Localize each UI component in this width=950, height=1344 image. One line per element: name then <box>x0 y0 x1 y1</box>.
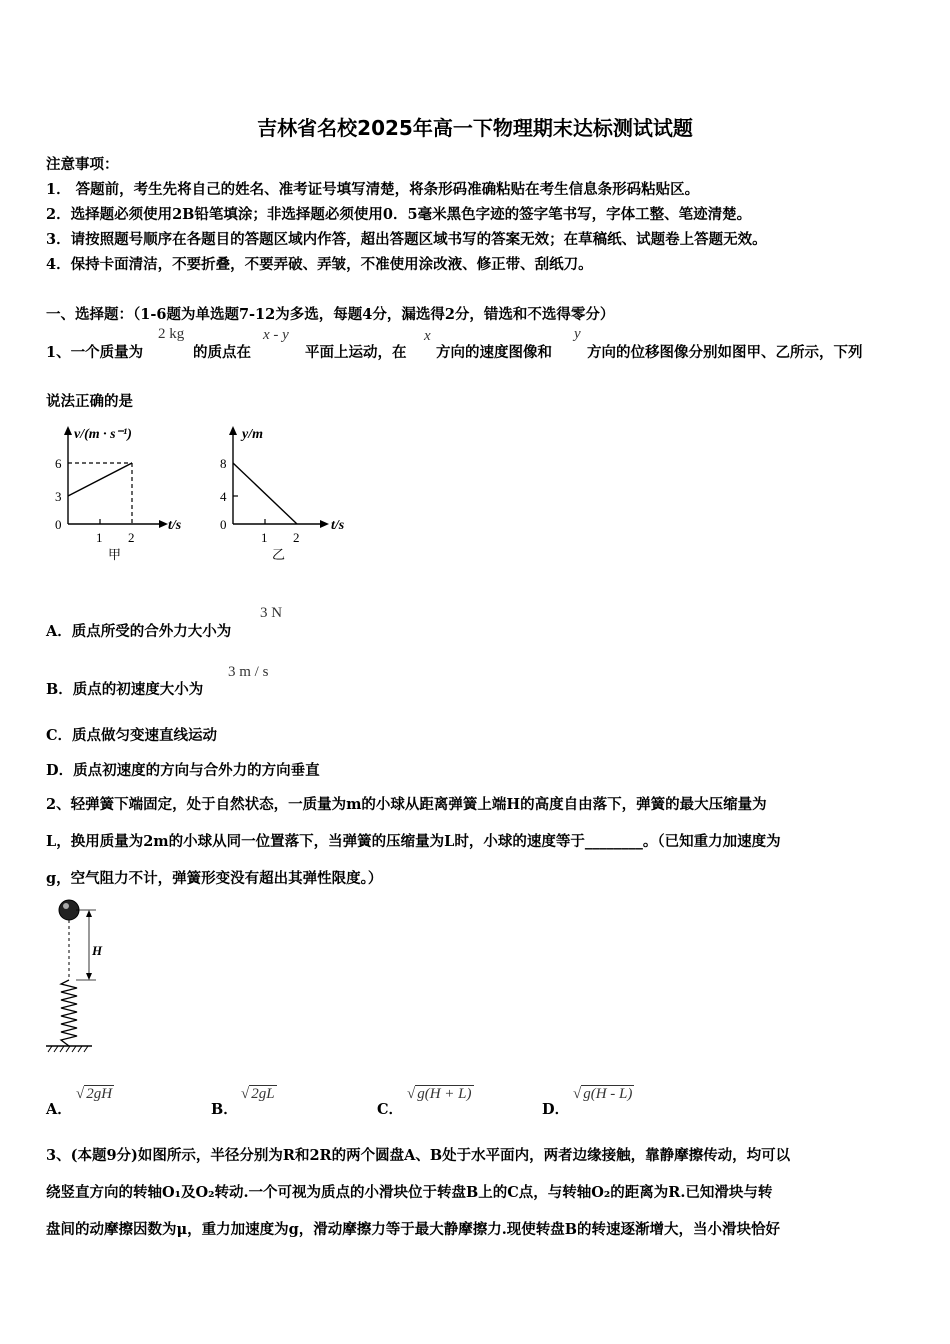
y-axis-arrow <box>229 426 237 435</box>
notice-item: 3．请按照题号顺序在各题目的答题区域内作答，超出答题区域书写的答案无效；在草稿纸、试题卷上答题无效。 <box>46 231 767 248</box>
q2-option-d: D． <box>542 1101 570 1118</box>
q1-graphs <box>46 418 376 568</box>
page-title: 吉林省名校2025年高一下物理期末达标测试试题 <box>257 116 693 140</box>
x-axis-arrow <box>320 520 329 528</box>
q2-option-b-math: √ 2gL <box>241 1086 275 1102</box>
x-axis-arrow <box>159 520 168 528</box>
displacement-line <box>233 463 297 524</box>
x-tick: 1 <box>96 530 103 545</box>
notice-item: 4．保持卡面清洁，不要折叠，不要弄破、弄皱，不准使用涂改液、修正带、刮纸刀。 <box>46 256 593 273</box>
q1-math: 2 kg <box>158 326 185 342</box>
q1-text: 1、一个质量为 <box>46 344 144 361</box>
option-c: C．质点做匀变速直线运动 <box>46 727 218 744</box>
q2-option-a: A． <box>46 1101 72 1118</box>
option-d: D．质点初速度的方向与合外力的方向垂直 <box>46 762 320 779</box>
q3-text: 盘间的动摩擦因数为μ，重力加速度为g，滑动摩擦力等于最大静摩擦力.现使转盘B的转速逐渐增大，当小滑块恰好 <box>46 1221 781 1238</box>
y-tick: 3 <box>55 489 62 504</box>
option-a-math: 3 N <box>260 605 283 621</box>
q1-math: x <box>424 328 431 344</box>
y-tick: 8 <box>220 456 227 471</box>
q1-text: 方向的速度图像和 <box>436 344 552 361</box>
height-label: H <box>92 943 103 958</box>
x-tick: 2 <box>293 530 300 545</box>
notice-item: 2．选择题必须使用2B铅笔填涂；非选择题必须使用0．5毫米黑色字迹的签字笔书写，字体工整、笔迹清楚。 <box>46 206 752 223</box>
graph-caption: 乙 <box>272 547 286 562</box>
dim-arrow <box>86 973 92 980</box>
dim-arrow <box>86 910 92 917</box>
sqrt-icon: √ <box>76 1086 85 1102</box>
q1-text: 说法正确的是 <box>46 393 133 410</box>
q1-math: x - y <box>263 327 289 343</box>
q2-text: L，换用质量为2m的小球从同一位置落下，当弹簧的压缩量为L时，小球的速度等于________。（已知重力加速度为 <box>46 833 781 850</box>
q1-text: 的质点在 <box>193 344 251 361</box>
sqrt-icon: √ <box>573 1086 582 1102</box>
x-label: t/s <box>168 518 182 533</box>
q3-text: 3、(本题9分)如图所示，半径分别为R和2R的两个圆盘A、B处于水平面内，两者边缘接触，靠静摩擦传动，均可以 <box>46 1147 791 1164</box>
q2-option-c-math: √ g(H + L) <box>407 1086 472 1102</box>
notice-item: 1． 答题前，考生先将自己的姓名、准考证号填写清楚，将条形码准确粘贴在考生信息条形码粘贴区。 <box>46 181 700 198</box>
graph-caption: 甲 <box>108 547 122 562</box>
y-label: y/m <box>242 427 263 442</box>
option-a: A．质点所受的合外力大小为 <box>46 623 232 640</box>
y-tick: 0 <box>55 517 62 532</box>
q2-spring-figure <box>44 896 106 1058</box>
velocity-line <box>68 463 132 496</box>
sqrt-icon: √ <box>241 1086 250 1102</box>
ball-highlight <box>63 903 69 909</box>
y-label: v/(m · s⁻¹) <box>74 427 132 442</box>
spring <box>61 980 77 1046</box>
y-tick: 6 <box>55 456 62 471</box>
y-tick: 0 <box>220 517 227 532</box>
option-b-math: 3 m / s <box>228 664 269 680</box>
q3-text: 绕竖直方向的转轴O₁及O₂转动.一个可视为质点的小滑块位于转盘B上的C点，与转轴O₂的距离为R.已知滑块与转 <box>46 1184 773 1201</box>
x-tick: 1 <box>261 530 268 545</box>
option-b: B．质点的初速度大小为 <box>46 681 204 698</box>
q1-math: y <box>574 326 581 342</box>
graph-b <box>220 426 345 562</box>
x-label: t/s <box>331 518 345 533</box>
ground-hatch <box>48 1046 88 1052</box>
q1-text: 方向的位移图像分别如图甲、乙所示，下列 <box>587 344 863 361</box>
y-tick: 4 <box>220 489 227 504</box>
section-heading: 一、选择题：（1-6题为单选题7-12为多选，每题4分，漏选得2分，错选和不选得零分） <box>46 306 615 323</box>
q2-option-a-math: √ 2gH <box>76 1086 113 1102</box>
x-tick: 2 <box>128 530 135 545</box>
notice-heading: 注意事项： <box>46 156 119 173</box>
q2-text: g，空气阻力不计，弹簧形变没有超出其弹性限度。） <box>46 870 383 887</box>
q1-text: 平面上运动，在 <box>305 344 407 361</box>
q2-text: 2、轻弹簧下端固定，处于自然状态，一质量为m的小球从距离弹簧上端H的高度自由落下，弹簧的最大压缩量为 <box>46 796 767 813</box>
graph-a <box>55 426 182 562</box>
sqrt-icon: √ <box>407 1086 416 1102</box>
q2-option-d-math: √ g(H - L) <box>573 1086 633 1102</box>
q2-option-c: C． <box>377 1101 404 1118</box>
y-axis-arrow <box>64 426 72 435</box>
q2-option-b: B． <box>211 1101 238 1118</box>
